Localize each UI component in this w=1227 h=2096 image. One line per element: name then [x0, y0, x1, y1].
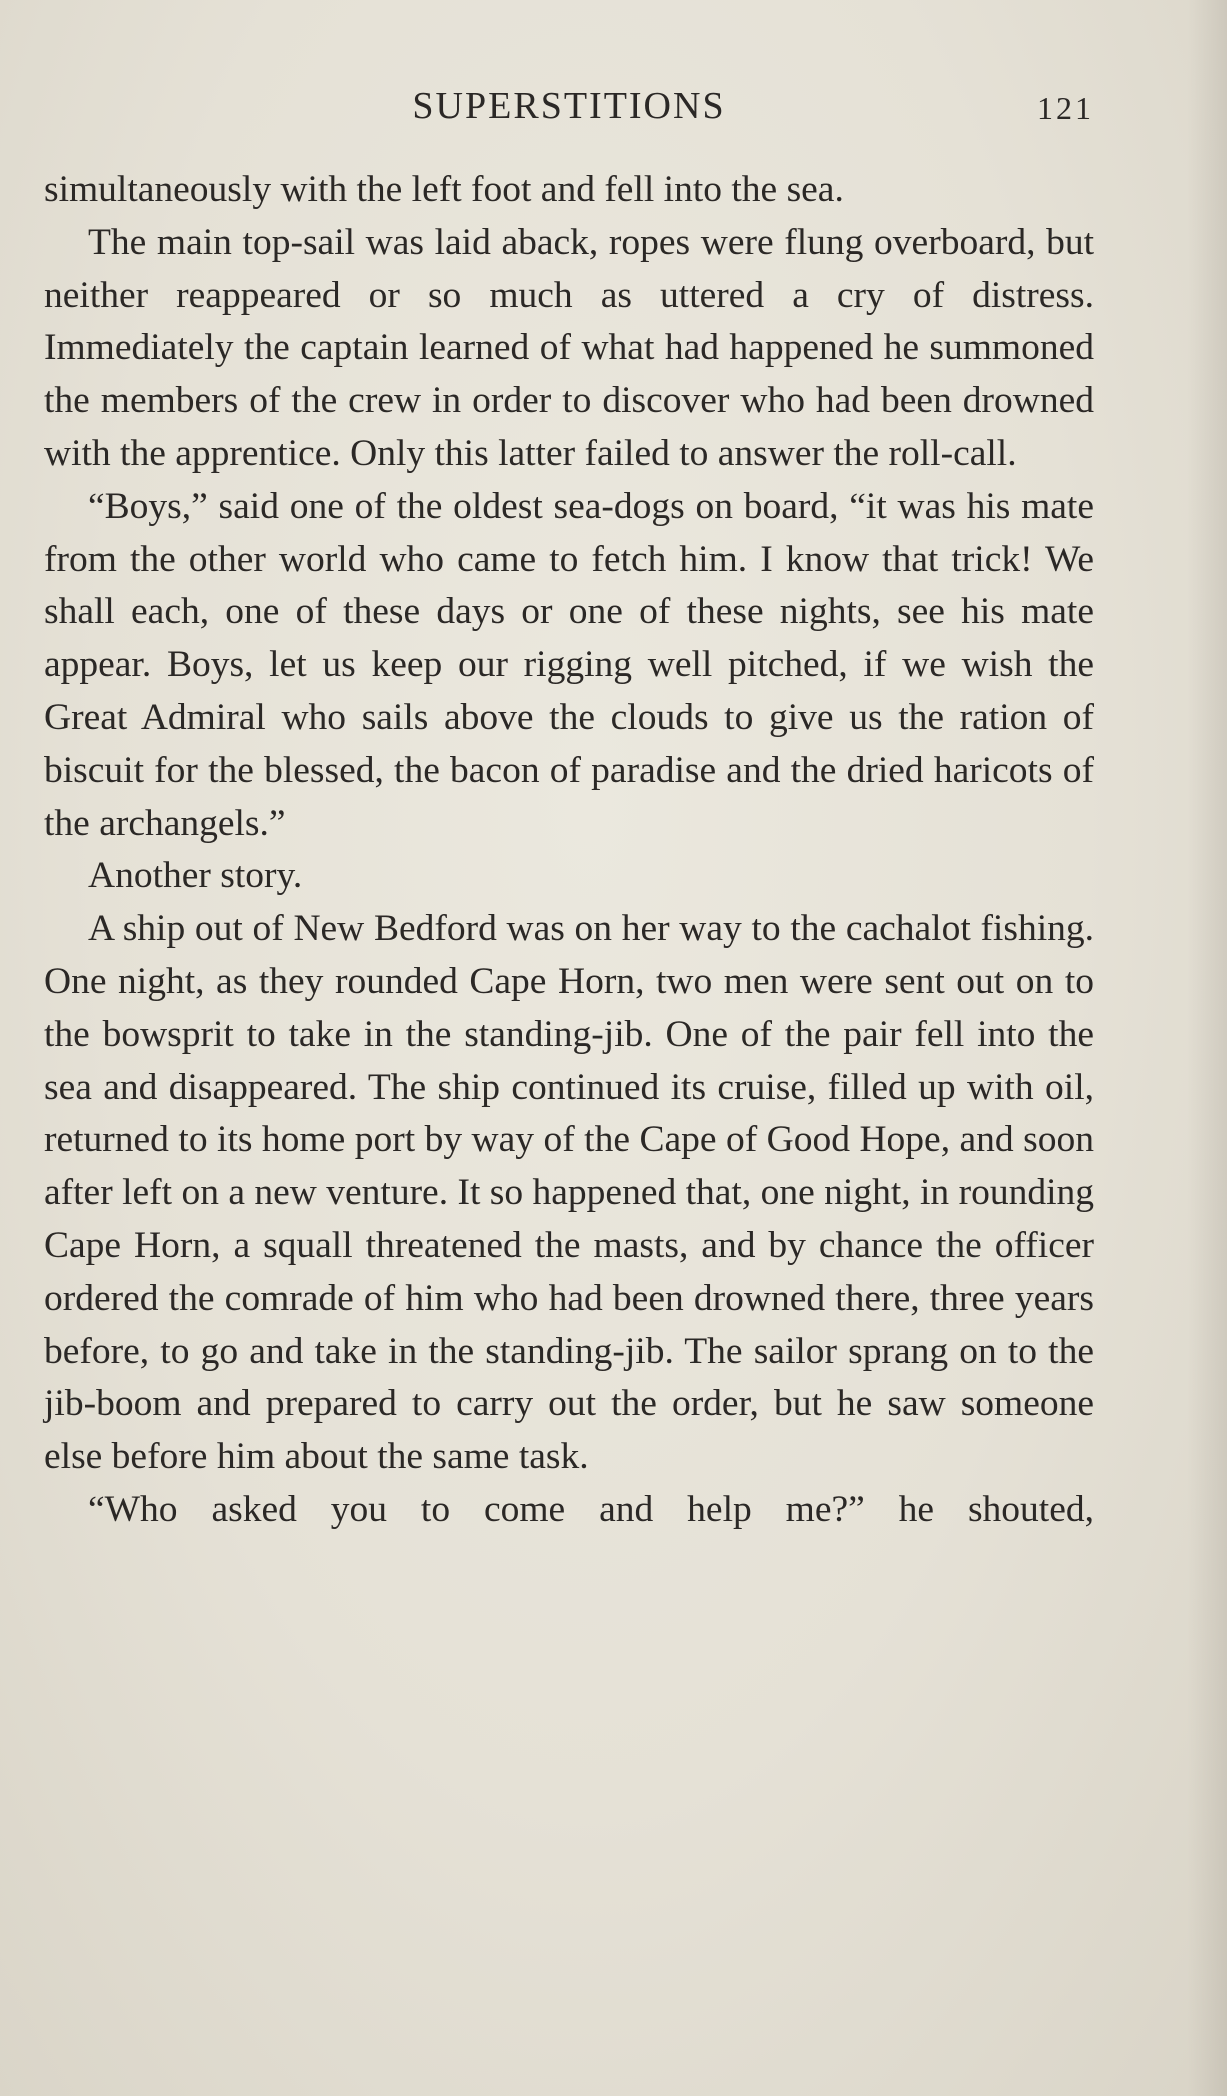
page-gutter-shadow: [1187, 0, 1227, 2096]
paragraph: A ship out of New Bedford was on her way to the cachalot fishing. One night, as they rounded Cape Horn, two men were sent out on to the bowsprit to take in the standing-jib. One of the pair fell into the sea and disappeared. The ship continued its cruise, filled up with oil, returned to its home port by way of the Cape of Good Hope, and soon after left on a new venture. It so happened that, one night, in rounding Cape Horn, a squall threatened the masts, and by chance the officer ordered the comrade of him who had been drowned there, three years before, to go and take in the standing-jib. The sailor sprang on to the jib-boom and prepared to carry out the order, but he saw someone else before him about the same task.: [44, 908, 1094, 1478]
body-text: [44, 164, 1094, 1537]
running-head: SUPERSTITIONS: [412, 85, 726, 127]
paragraph: “Boys,” said one of the oldest sea-dogs on board, “it was his mate from the other world who came to fetch him. I know that trick! We shall each, one of these days or one of these nights, see his mate appear. Boys, let us keep our rigging well pitched, if we wish the Great Admiral who sails above the clouds to give us the ration of biscuit for the blessed, the bacon of paradise and the dried haricots of the archangels.”: [44, 485, 1094, 844]
paragraph: Another story.: [88, 855, 303, 897]
page-header: [44, 78, 1094, 134]
page-number: 121: [1037, 90, 1094, 126]
paragraph: The main top-sail was laid aback, ropes were flung overboard, but neither reappeared or so much as uttered a cry of distress. Immediately the captain learned of what had happened he summoned the members of the crew in order to discover who had been drowned with the apprentice. Only this latter failed to answer the roll-call.: [44, 221, 1094, 474]
paragraph: “Who asked you to come and help me?” he shouted,: [88, 1488, 1094, 1530]
paragraph: simultaneously with the left foot and fell into the sea.: [44, 169, 844, 210]
